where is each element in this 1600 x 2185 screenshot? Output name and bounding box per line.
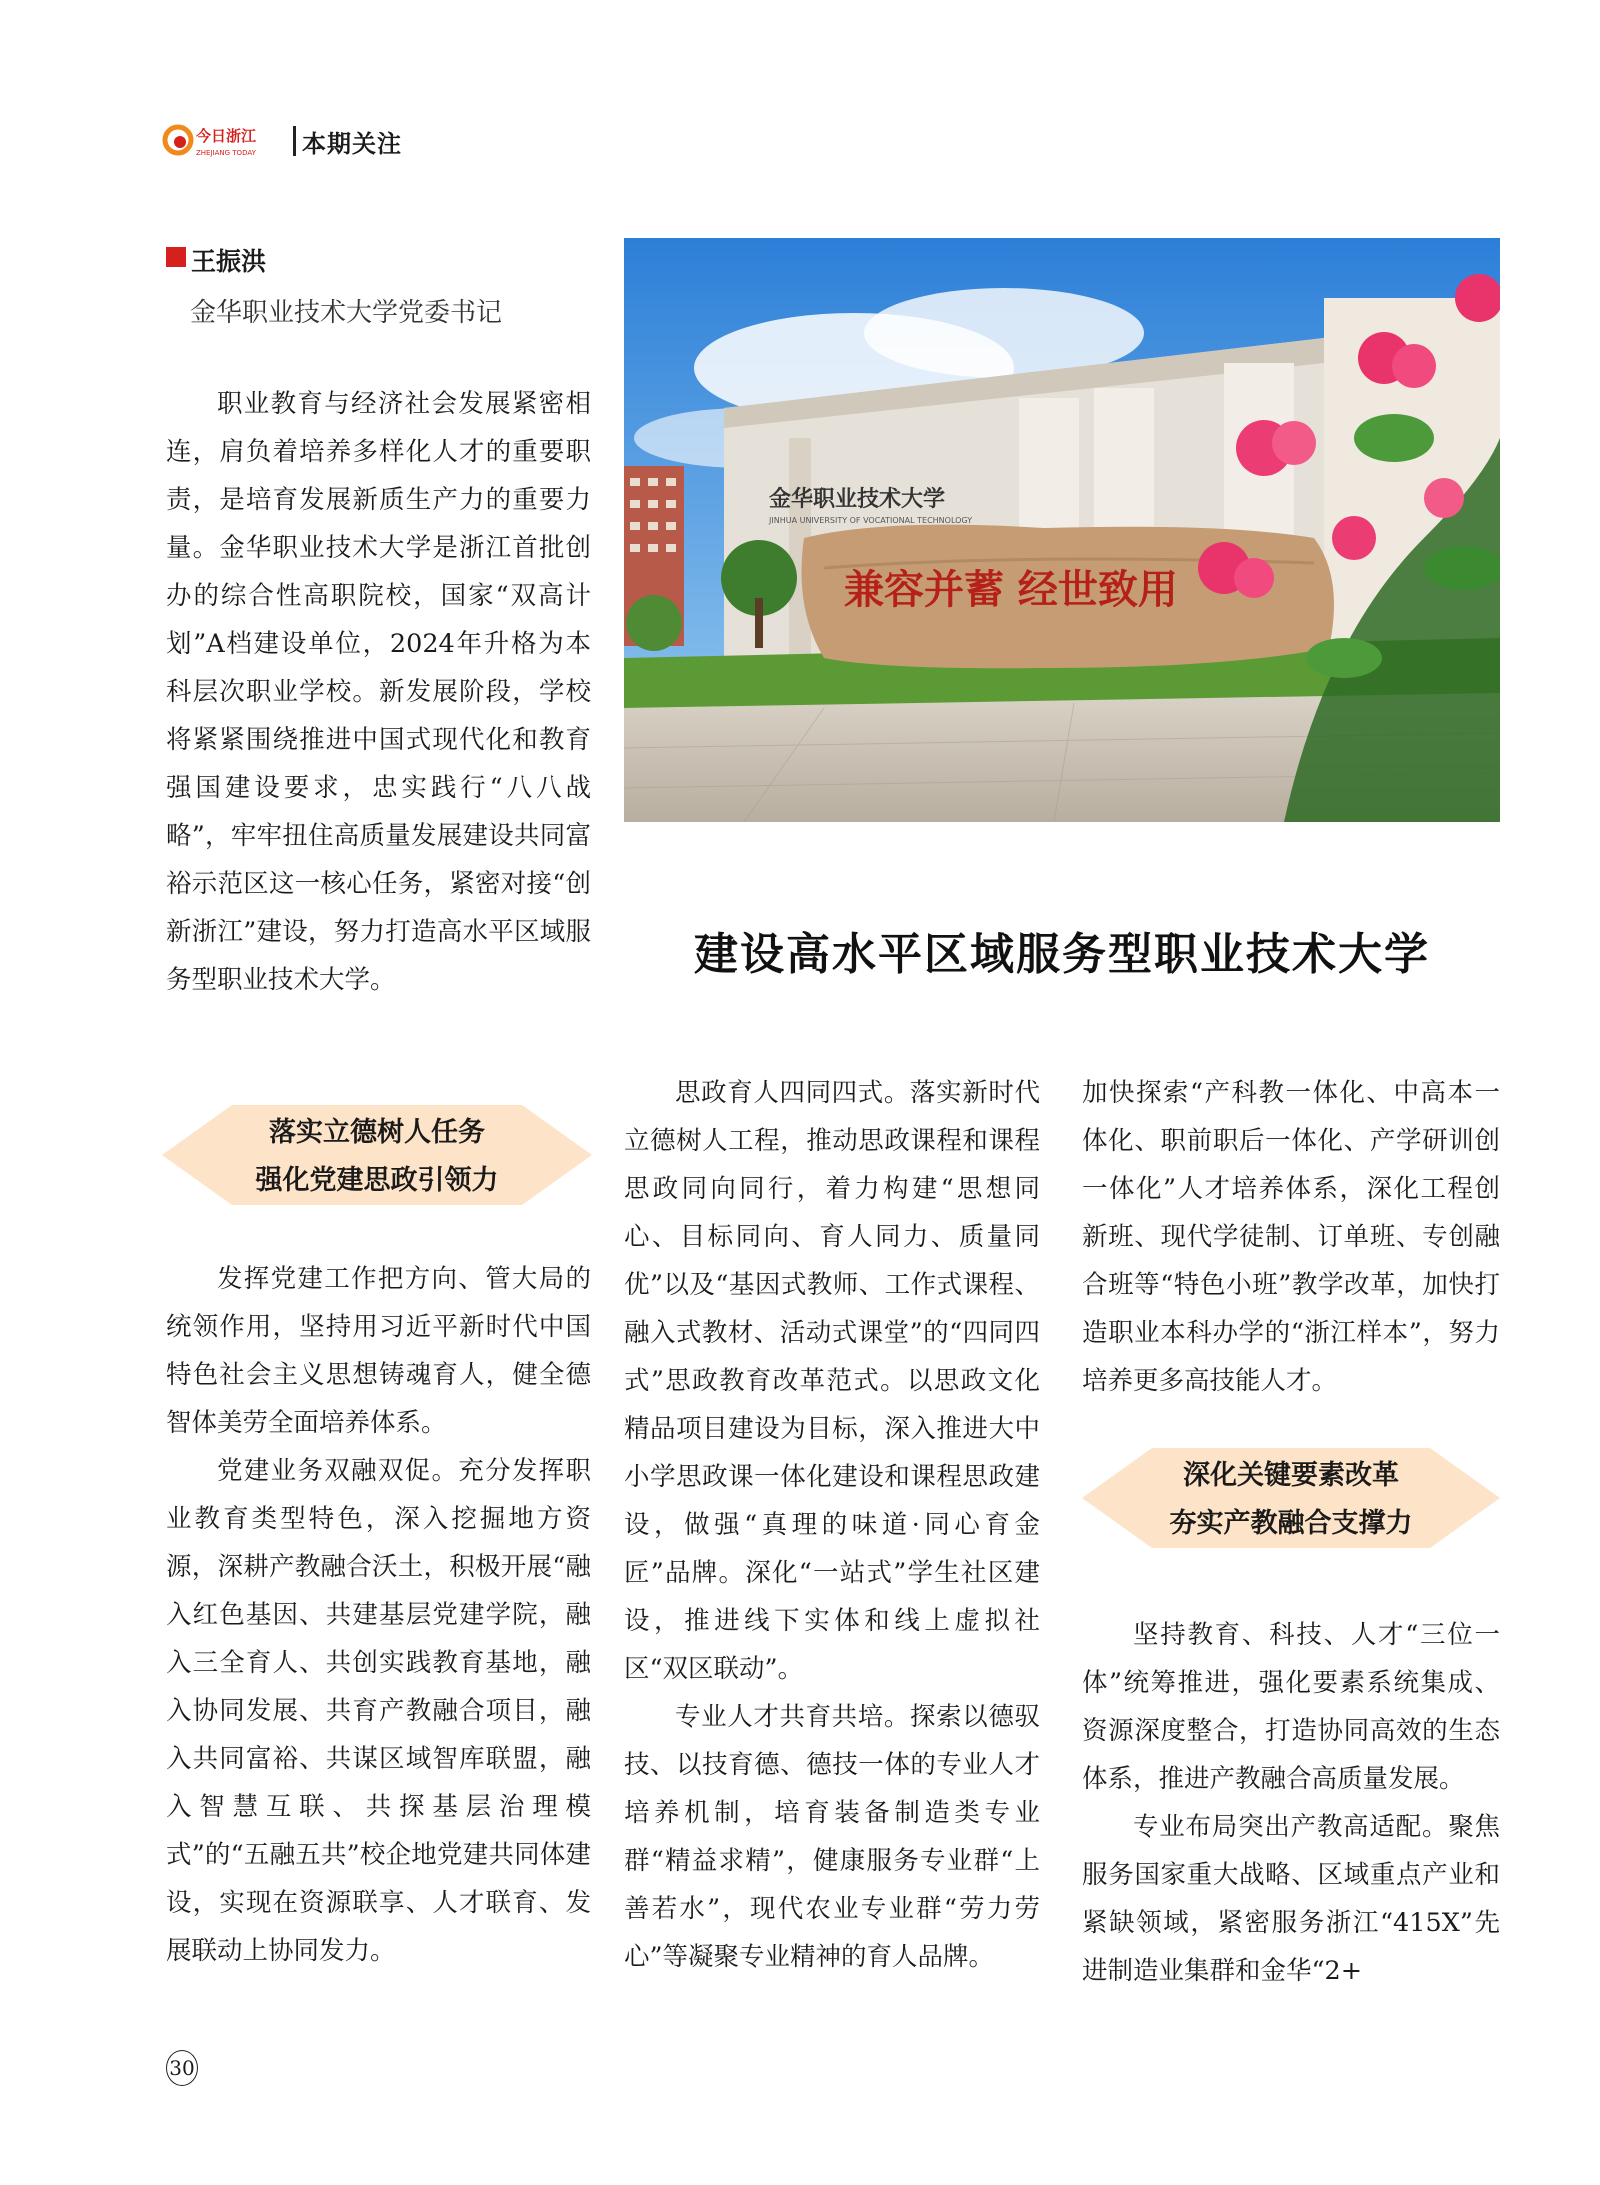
section-label: 本期关注 (302, 130, 402, 158)
paragraph: 思政育人四同四式。落实新时代立德树人工程，推动思政课程和课程思政同向同行，着力构建“思想同心、目标同向、育人同力、质量同优”以及“基因式教师、工作式课程、融入式教材、活动式课堂”的“四同四式”思政教育改革范式。以思政文化精品项目建设为目标，深入推进大中小学思政课一体化建设和课程思政建设，做强“真理的味道·同心育金匠”品牌。深化“一站式”学生社区建设，推进线下实体和线上虚拟社区“双区联动”。 (624, 1078, 1040, 1684)
section-heading-1-line1: 落实立德树人任务 (269, 1117, 485, 1148)
paragraph-continued: 加快探索“产科教一体化、中高本一体化、职前职后一体化、产学研训创一体化”人才培养体系，深化工程创新班、现代学徒制、订单班、专创融合班等“特色小班”教学改革，加快打造职业本科办学的“浙江样本”，努力培养更多高技能人才。 (1082, 1078, 1500, 1396)
rock-inscription: 兼容并蓄 经世致用 (844, 566, 1178, 613)
section-heading-2-line2: 夯实产教融合支撑力 (1169, 1508, 1413, 1539)
paragraph: 专业布局突出产教高适配。聚焦服务国家重大战略、区域重点产业和紧缺领域，紧密服务浙江“415X”先进制造业集群和金华“2+ (1082, 1812, 1500, 1986)
paragraph: 党建业务双融双促。充分发挥职业教育类型特色，深入挖掘地方资源，深耕产教融合沃土，积极开展“融入红色基因、共建基层党建学院，融入三全育人、共创实践教育基地，融入协同发展、共育产教融合项目，融入共同富裕、共谋区域智库联盟，融入智慧互联、共探基层治理模式”的“五融五共”校企地党建共同体建设，实现在资源联享、人才联育、发展联动上协同发力。 (166, 1456, 591, 1966)
logo-subtext: ZHEJIANG TODAY (196, 149, 256, 157)
middle-column (624, 1069, 1040, 1981)
paragraph: 坚持教育、科技、人才“三位一体”统筹推进，强化要素系统集成、资源深度整合，打造协同高效的生态体系，推进产教融合高质量发展。 (1082, 1620, 1500, 1794)
author-marker (166, 247, 186, 267)
section-heading-2-line1: 深化关键要素改革 (1183, 1460, 1399, 1491)
page-number: 30 (166, 2050, 198, 2086)
author-title: 金华职业技术大学党委书记 (190, 298, 503, 328)
building-sign-en: JINHUA UNIVERSITY OF VOCATIONAL TECHNOLOGY (769, 516, 973, 525)
header-separator (293, 126, 296, 156)
author-name: 王振洪 (191, 247, 267, 276)
article-headline: 建设高水平区域服务型职业技术大学 (694, 929, 1430, 980)
campus-photo (624, 238, 1500, 822)
left-column (166, 1255, 591, 1975)
section-heading-2 (1082, 1443, 1500, 1553)
section-heading-1 (162, 1100, 592, 1210)
magazine-logo (162, 120, 282, 160)
intro-paragraph: 职业教育与经济社会发展紧密相连，肩负着培养多样化人才的重要职责，是培育发展新质生产力的重要力量。金华职业技术大学是浙江首批创办的综合性高职院校，国家“双高计划”A档建设单位，2024年升格为本科层次职业学校。新发展阶段，学校将紧紧围绕推进中国式现代化和教育强国建设要求，忠实践行“八八战略”，牢牢扭住高质量发展建设共同富裕示范区这一核心任务，紧密对接“创新浙江”建设，努力打造高水平区域服务型职业技术大学。 (166, 389, 591, 995)
building-sign: 金华职业技术大学 (769, 486, 946, 512)
logo-text: 今日浙江 (196, 127, 257, 145)
intro-column (166, 380, 591, 1004)
right-column-top (1082, 1069, 1500, 1405)
section-heading-1-line2: 强化党建思政引领力 (255, 1165, 499, 1196)
right-column-bottom (1082, 1611, 1500, 1995)
paragraph: 发挥党建工作把方向、管大局的统领作用，坚持用习近平新时代中国特色社会主义思想铸魂育人，健全德智体美劳全面培养体系。 (166, 1264, 591, 1438)
paragraph: 专业人才共育共培。探索以德驭技、以技育德、德技一体的专业人才培养机制，培育装备制造类专业群“精益求精”，健康服务专业群“上善若水”，现代农业专业群“劳力劳心”等凝聚专业精神的育人品牌。 (624, 1702, 1040, 1972)
